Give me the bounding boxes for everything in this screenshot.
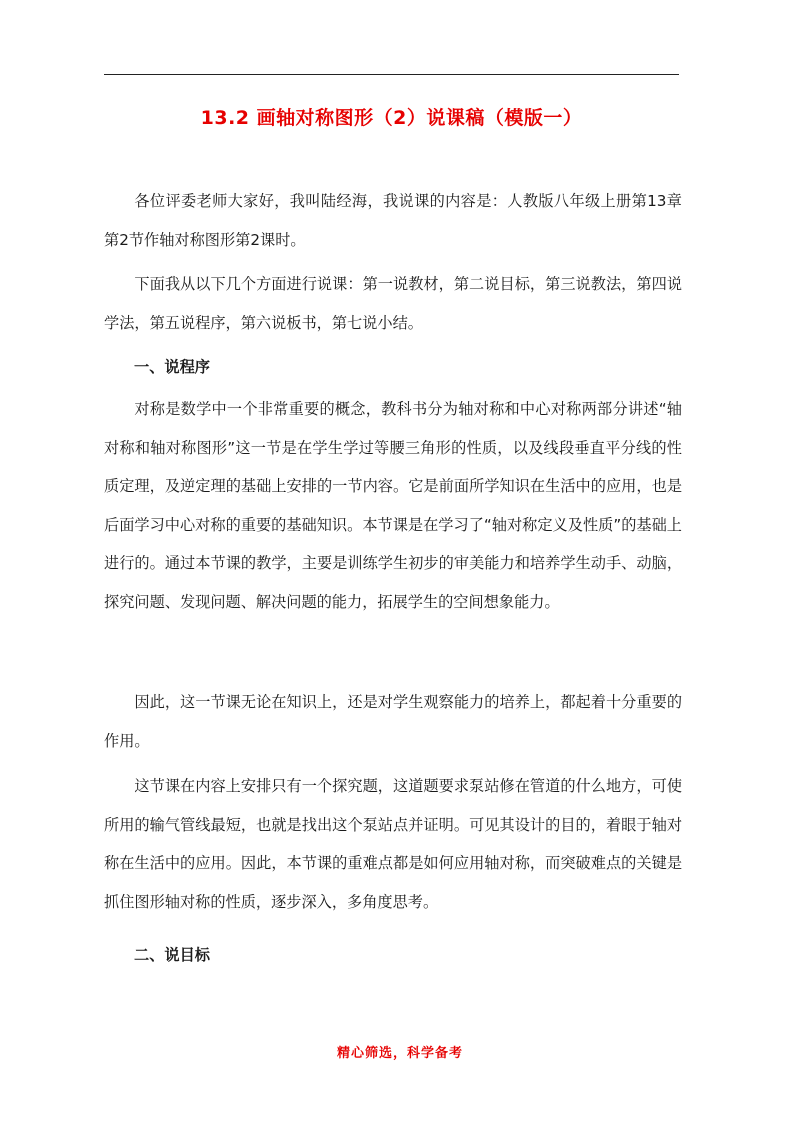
section-heading-procedure: 一、说程序 xyxy=(134,358,210,376)
header-rule xyxy=(104,74,679,75)
footer-slogan: 精心筛选，科学备考 xyxy=(336,1046,463,1061)
procedure-paragraph-3: 这节课在内容上安排只有一个探究题，这道题要求泵站修在管道的什么地方，可使所用的输气管线最短，也就是找出这个泵站点并证明。可见其设计的目的，着眼于轴对称在生活中的应用。因此，本节课的重难点都是如何应用轴对称，而突破难点的关键是抓住图形轴对称的性质，逐步深入，多角度思考。 xyxy=(104,777,682,911)
intro-paragraph: 各位评委老师大家好，我叫陆经海，我说课的内容是：人教版八年级上册第13章第2节作轴对称图形第2课时。 xyxy=(104,192,682,249)
outline-paragraph: 下面我从以下几个方面进行说课：第一说教材，第二说目标，第三说教法，第四说学法，第五说程序，第六说板书，第七说小结。 xyxy=(104,275,682,332)
procedure-paragraph-1: 对称是数学中一个非常重要的概念，教科书分为轴对称和中心对称两部分讲述“轴对称和轴对称图形”这一节是在学生学过等腰三角形的性质，以及线段垂直平分线的性质定理，及逆定理的基础上安排的一节内容。它是前面所学知识在生活中的应用，也是后面学习中心对称的重要的基础知识。本节课是在学习了“轴对称定义及性质”的基础上进行的。通过本节课的教学，主要是训练学生初步的审美能力和培养学生动手、动脑，探究问题、发现问题、解决问题的能力，拓展学生的空间想象能力。 xyxy=(104,400,682,611)
procedure-paragraph-2: 因此，这一节课无论在知识上，还是对学生观察能力的培养上，都起着十分重要的作用。 xyxy=(104,693,682,750)
document-title: 13.2 画轴对称图形（2）说课稿（模版一） xyxy=(200,107,583,129)
section-heading-objectives: 二、说目标 xyxy=(134,946,210,964)
